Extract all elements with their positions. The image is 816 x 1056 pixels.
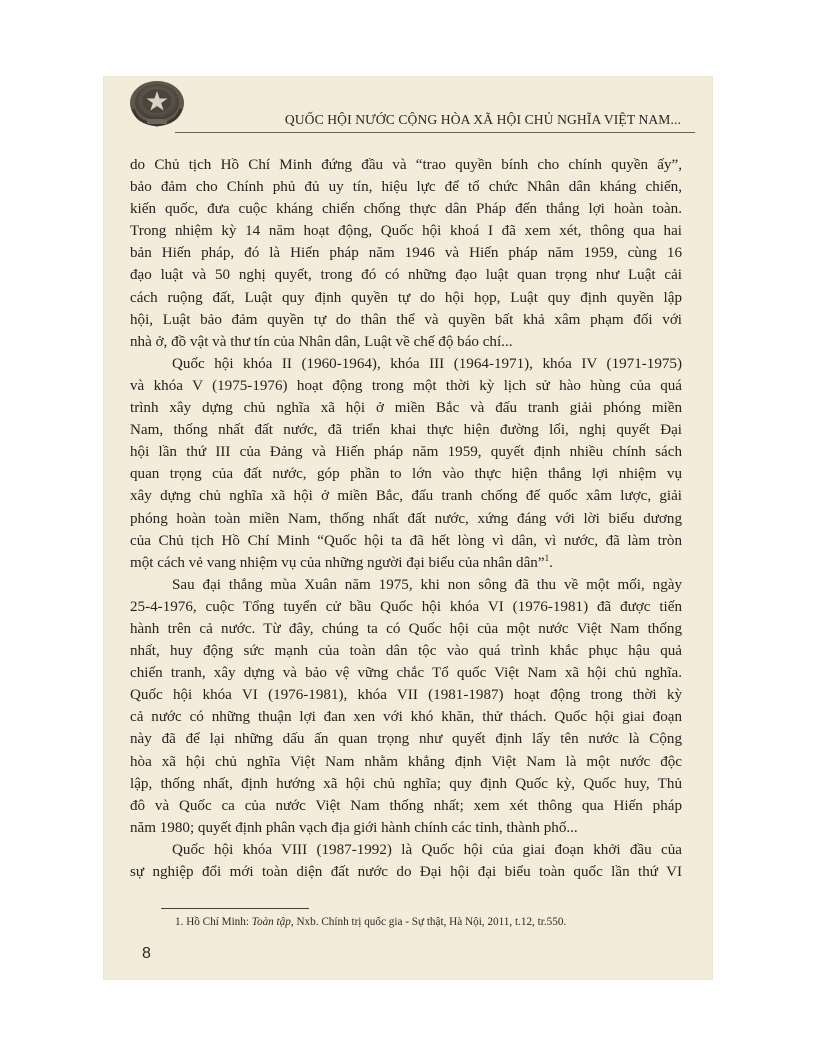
text-line: này đã để lại những dấu ấn quan trọng như quyết định lấy tên nước là Cộng — [130, 731, 682, 748]
text-line: phóng hoàn toàn miền Nam, thống nhất đất nước, xứng đáng với lời biểu dương — [130, 510, 682, 527]
text-line: hội, Luật bảo đảm quyền tự do thân thể và quyền bất khả xâm phạm đối với — [130, 311, 682, 328]
text-line: bản Hiến pháp, đó là Hiến pháp năm 1946 và Hiến pháp năm 1959, cùng 16 — [130, 245, 682, 262]
text-line: Quốc hội khóa II (1960-1964), khóa III (1964-1971), khóa IV (1971-1975) — [172, 355, 682, 372]
text-line: nhà ở, đồ vật và thư tín của Nhân dân, Luật về chế độ báo chí... — [130, 333, 513, 350]
text-line: hội lần thứ III của Đảng và Hiến pháp năm 1959, quyết định nhiều chính sách — [130, 444, 682, 461]
text-line: của Chủ tịch Hồ Chí Minh “Quốc hội ta đã hết lòng vì dân, vì nước, đã làm tròn — [130, 532, 682, 549]
text-line: 25-4-1976, cuộc Tổng tuyển cử bầu Quốc hội khóa VI (1976-1981) đã được tiến — [130, 598, 682, 615]
text-line: Trong nhiệm kỳ 14 năm hoạt động, Quốc hội khoá I đã xem xét, thông qua hai — [130, 223, 682, 240]
text-line: quan trọng của đất nước, góp phần to lớn vào thực hiện thắng lợi nhiệm vụ — [130, 466, 682, 483]
footnote-number: 1. — [175, 916, 184, 928]
text-line: đạo luật và 50 nghị quyết, trong đó có những đạo luật quan trọng như Luật cải — [130, 267, 682, 284]
footnote-work-title: Toàn tập — [251, 916, 291, 928]
national-emblem-icon — [127, 79, 187, 129]
text-line: do Chủ tịch Hồ Chí Minh đứng đầu và “trao quyền bính cho chính quyền ấy”, — [130, 157, 682, 173]
text-line: trình xây dựng chủ nghĩa xã hội ở miền Bắc và đấu tranh giải phóng miền — [130, 400, 682, 417]
footnote-citation: , Nxb. Chính trị quốc gia - Sự thật, Hà Nội, 2011, t.12, tr.550. — [290, 916, 567, 928]
footnote-reference[interactable]: 1 — [544, 552, 550, 563]
text-line: nhất, huy động sức mạnh của toàn dân tộc vào quá trình khắc phục hậu quả — [130, 643, 682, 660]
text-line: Sau đại thắng mùa Xuân năm 1975, khi non sông đã thu về một mối, ngày — [172, 576, 682, 593]
page-number: 8 — [142, 945, 151, 962]
text-line: lập, thống nhất, định hướng xã hội chủ nghĩa; quy định Quốc kỳ, Quốc huy, Thủ — [130, 775, 682, 792]
text-line-with-footnote — [130, 552, 682, 574]
text-line: một cách vẻ vang nhiệm vụ của những người đại biểu của nhân dân” — [130, 554, 545, 571]
text-line: kiến quốc, đưa cuộc kháng chiến chống thực dân Pháp đến thắng lợi hoàn toàn. — [130, 201, 682, 218]
text-line: hành trên cả nước. Từ đây, chúng ta có Quốc hội của một nước Việt Nam thống — [130, 620, 682, 637]
footnote-author: Hồ Chí Minh: — [186, 916, 249, 928]
text-line: cách ruộng đất, Luật quy định quyền tự do hội họp, Luật quy định quyền lập — [130, 289, 682, 306]
text-line: và khóa V (1975-1976) hoạt động trong một thời kỳ lịch sử hào hùng của quá — [130, 377, 682, 394]
text-line: Quốc hội khóa VI (1976-1981), khóa VII (1981-1987) hoạt động trong thời kỳ — [130, 687, 682, 704]
book-page — [103, 76, 713, 980]
running-head: QUỐC HỘI NƯỚC CỘNG HÒA XÃ HỘI CHỦ NGHĨA VIỆT NAM... — [284, 112, 681, 127]
footnote — [175, 916, 695, 928]
text-line: chiến tranh, xây dựng và bảo vệ vững chắc Tổ quốc Việt Nam xã hội chủ nghĩa. — [130, 665, 682, 682]
text-line: đô và Quốc ca của nước Việt Nam thống nhất; xem xét thông qua Hiến pháp — [130, 797, 682, 814]
text-line: cả nước có những thuận lợi đan xen với khó khăn, thử thách. Quốc hội giai đoạn — [130, 709, 682, 726]
text-line: Nam, thống nhất đất nước, đã triển khai thực hiện đường lối, nghị quyết Đại — [130, 422, 682, 439]
text-line: sự nghiệp đổi mới toàn diện đất nước do Đại hội đại biểu toàn quốc lần thứ VI — [130, 864, 682, 880]
text-line: hòa xã hội chủ nghĩa Việt Nam nhằm khẳng định Việt Nam là một nước độc — [130, 753, 682, 770]
body-text — [130, 154, 682, 883]
text-line: năm 1980; quyết định phân vạch địa giới hành chính các tỉnh, thành phố... — [130, 819, 578, 836]
text-line: xây dựng chủ nghĩa xã hội ở miền Bắc, đấu tranh chống đế quốc xâm lược, giải — [130, 488, 682, 505]
text-line: bảo đảm cho Chính phủ đủ uy tín, hiệu lực để tổ chức Nhân dân kháng chiến, — [130, 179, 682, 196]
text-line: Quốc hội khóa VIII (1987-1992) là Quốc hội của giai đoạn khởi đầu của — [172, 841, 682, 858]
header-rule — [175, 132, 695, 133]
footnote-rule — [161, 908, 309, 909]
sentence-end: . — [549, 554, 553, 571]
